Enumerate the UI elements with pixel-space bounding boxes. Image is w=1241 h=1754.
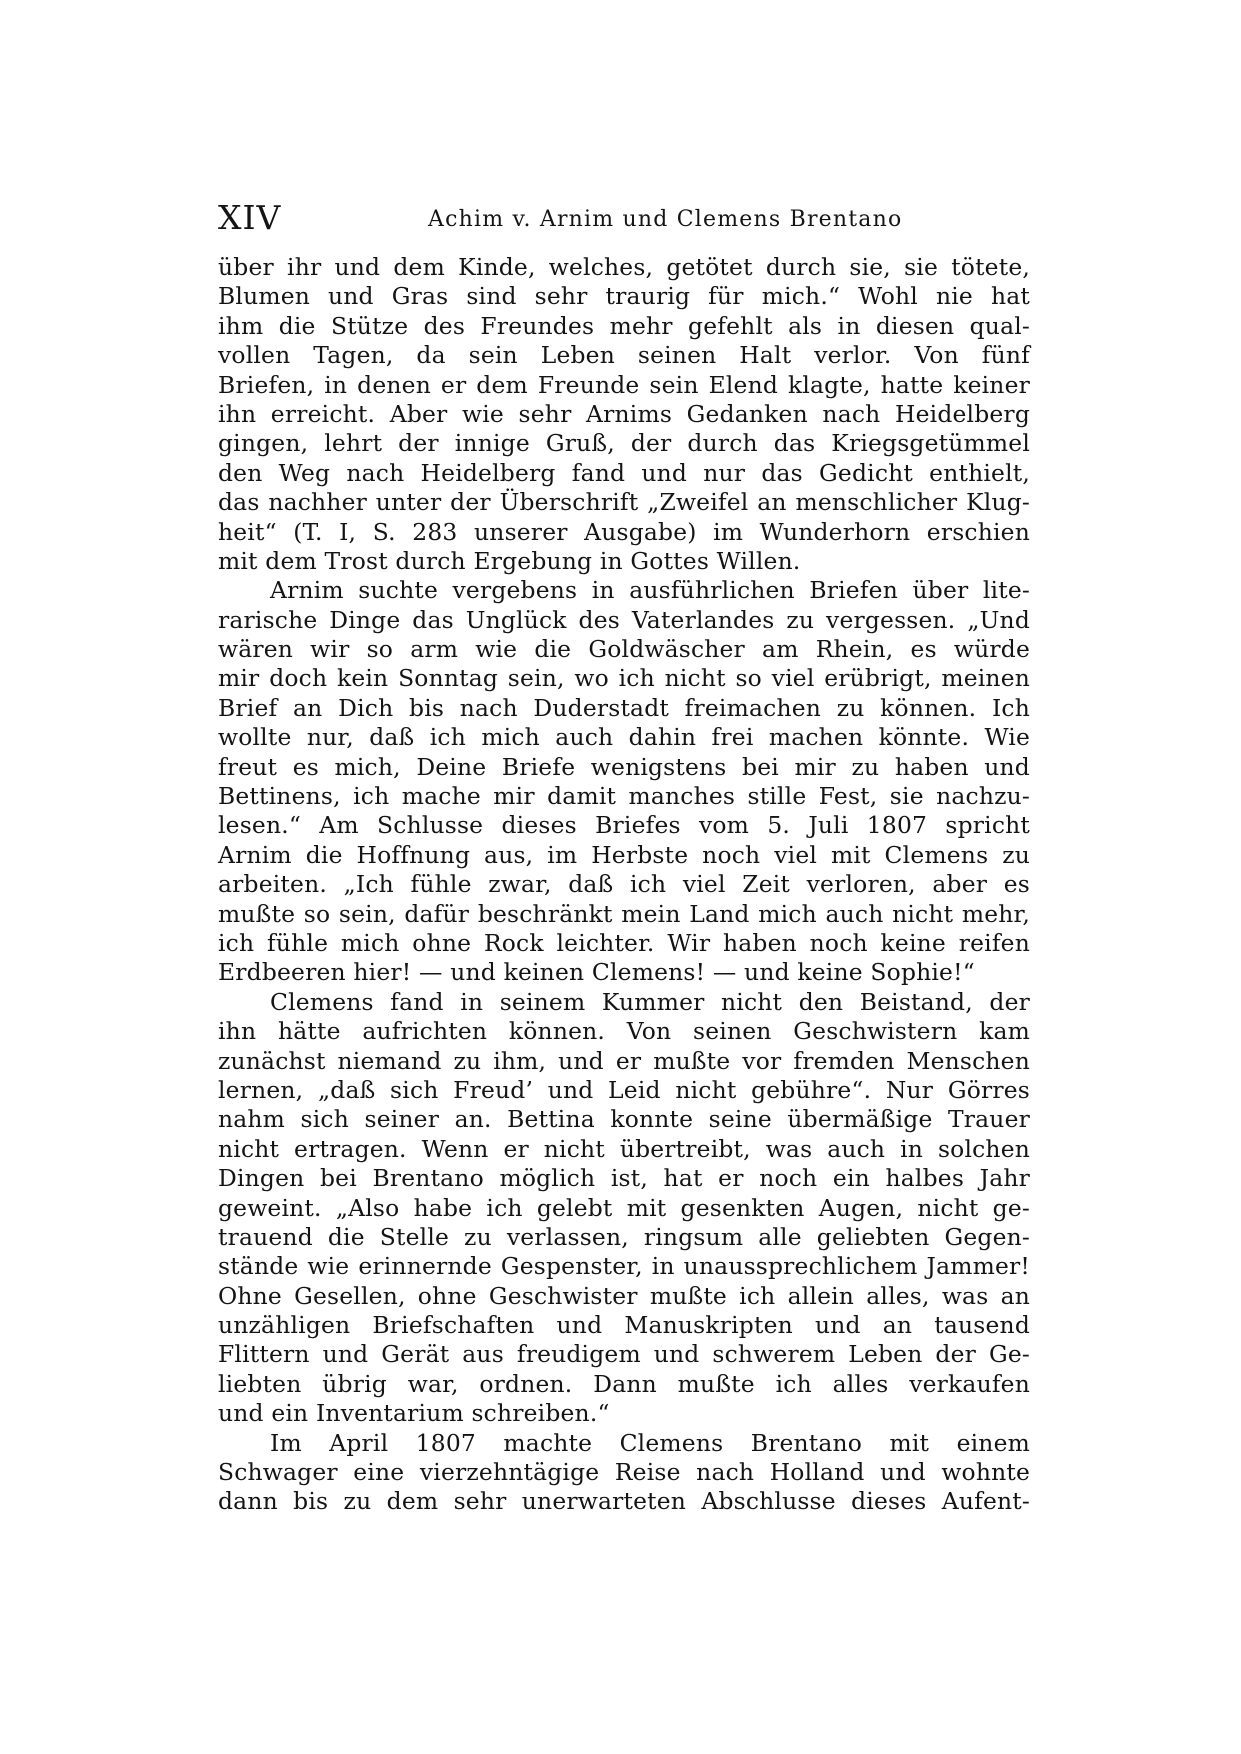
text-line: zunächst niemand zu ihm, und er mußte vor fremden Menschen [218,1046,1030,1075]
text-line: Brief an Dich bis nach Duderstadt freimachen zu können. Ich [218,693,1030,722]
text-line: liebten übrig war, ordnen. Dann mußte ich alles verkaufen [218,1369,1030,1398]
text-line: geweint. „Also habe ich gelebt mit gesenkten Augen, nicht ge- [218,1193,1030,1222]
text-line: wären wir so arm wie die Goldwäscher am Rhein, es würde [218,635,1030,664]
text-line: Bettinens, ich mache mir damit manches stille Fest, sie nachzu- [218,782,1030,811]
text-line: mußte so sein, dafür beschränkt mein Land mich auch nicht mehr, [218,899,1030,928]
text-line: das nachher unter der Überschrift „Zweifel an menschlicher Klug- [218,488,1030,517]
running-title: Achim v. Arnim und Clemens Brentano [428,207,903,232]
text-line: Briefen, in denen er dem Freunde sein Elend klagte, hatte keiner [218,370,1030,399]
text-line: stände wie erinnernde Gespenster, in unaussprechlichem Jammer! [218,1252,1030,1281]
text-line: gingen, lehrt der innige Gruß, der durch das Kriegsgetümmel [218,429,1030,458]
text-line: ihm die Stütze des Freundes mehr gefehlt als in diesen qual- [218,311,1030,340]
text-line: lesen.“ Am Schlusse dieses Briefes vom 5. Juli 1807 spricht [218,811,1030,840]
text-line: Im April 1807 machte Clemens Brentano mit einem [270,1428,1030,1457]
text-line: dann bis zu dem sehr unerwarteten Abschlusse dieses Aufent- [218,1487,1030,1516]
text-line: trauend die Stelle zu verlassen, ringsum alle geliebten Gegen- [218,1222,1030,1251]
text-line: Arnim die Hoffnung aus, im Herbste noch viel mit Clemens zu [218,840,1030,869]
body-text [218,253,1030,1517]
text-line: Clemens fand in seinem Kummer nicht den Beistand, der [270,987,1030,1016]
text-line: heit“ (T. I, S. 283 unserer Ausgabe) im Wunderhorn erschien [218,517,1030,546]
page-header [218,196,1028,240]
text-line: Flittern und Gerät aus freudigem und schwerem Leben der Ge- [218,1340,1030,1369]
text-line: nicht ertragen. Wenn er nicht übertreibt, was auch in solchen [218,1134,1030,1163]
text-line: freut es mich, Deine Briefe wenigstens bei mir zu haben und [218,752,1030,781]
text-line: Arnim suchte vergebens in ausführlichen Briefen über lite- [270,576,1030,605]
text-line: wollte nur, daß ich mich auch dahin frei machen könnte. Wie [218,723,1030,752]
text-line: ihn erreicht. Aber wie sehr Arnims Gedanken nach Heidelberg [218,399,1030,428]
text-line: ich fühle mich ohne Rock leichter. Wir haben noch keine reifen [218,928,1030,957]
text-line: nahm sich seiner an. Bettina konnte seine übermäßige Trauer [218,1105,1030,1134]
text-line: unzähligen Briefschaften und Manuskripten und an tausend [218,1311,1030,1340]
text-line: rarische Dinge das Unglück des Vaterlandes zu vergessen. „Und [218,605,1030,634]
text-line: Dingen bei Brentano möglich ist, hat er noch ein halbes Jahr [218,1164,1030,1193]
text-line: arbeiten. „Ich fühle zwar, daß ich viel Zeit verloren, aber es [218,870,1030,899]
text-line: ihn hätte aufrichten können. Von seinen Geschwistern kam [218,1017,1030,1046]
text-line: mit dem Trost durch Ergebung in Gottes Willen. [218,546,801,575]
text-line: und ein Inventarium schreiben.“ [218,1399,610,1428]
text-line: Erdbeeren hier! — und keinen Clemens! — und keine Sophie!“ [218,958,975,987]
text-line: Blumen und Gras sind sehr traurig für mich.“ Wohl nie hat [218,282,1030,311]
text-line: über ihr und dem Kinde, welches, getötet durch sie, sie tötete, [218,253,1030,281]
text-line: Schwager eine vierzehntägige Reise nach Holland und wohnte [218,1458,1030,1487]
text-line: den Weg nach Heidelberg fand und nur das Gedicht enthielt, [218,458,1030,487]
text-line: Ohne Gesellen, ohne Geschwister mußte ich allein alles, was an [218,1281,1030,1310]
text-line: vollen Tagen, da sein Leben seinen Halt verlor. Von fünf [218,341,1030,370]
page-number: XIV [218,198,282,237]
text-line: lernen, „daß sich Freud’ und Leid nicht gebühre“. Nur Görres [218,1075,1030,1104]
text-line: mir doch kein Sonntag sein, wo ich nicht so viel erübrigt, meinen [218,664,1030,693]
